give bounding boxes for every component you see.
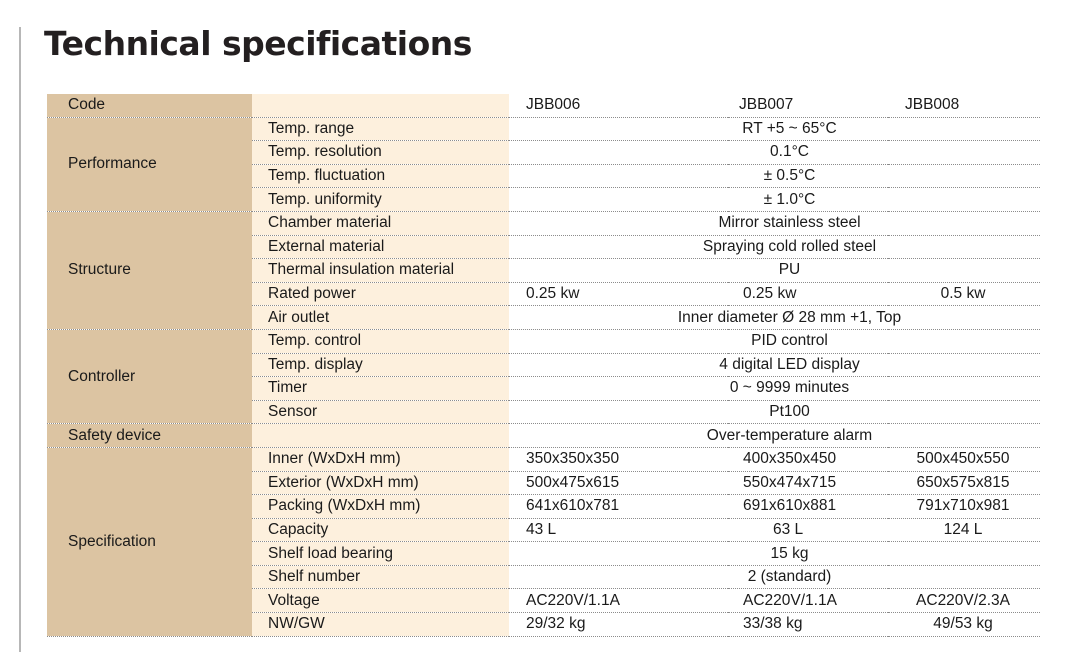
- row-value: 400x350x450: [728, 447, 888, 471]
- row-value: AC220V/1.1A: [509, 589, 728, 613]
- row-value: ± 1.0°C: [509, 188, 1040, 212]
- row-value: AC220V/1.1A: [728, 589, 888, 613]
- model-header: JBB007: [728, 94, 888, 117]
- row-value: 500x475x615: [509, 471, 728, 495]
- row-label-empty: [252, 424, 509, 448]
- row-value: PU: [509, 259, 1040, 283]
- row-label: Temp. control: [252, 329, 509, 353]
- row-label: Temp. uniformity: [252, 188, 509, 212]
- table-row: [47, 117, 1040, 141]
- table-header-row: [47, 94, 1040, 117]
- spec-table: [47, 94, 1040, 637]
- table-row: [47, 447, 1040, 471]
- row-label: Temp. resolution: [252, 141, 509, 165]
- row-value: 15 kg: [509, 542, 1040, 566]
- row-value: 0.25 kw: [728, 282, 888, 306]
- table-row: [47, 211, 1040, 235]
- row-label: Air outlet: [252, 306, 509, 330]
- row-value: 641x610x781: [509, 495, 728, 519]
- row-value: 650x575x815: [888, 471, 1040, 495]
- row-label: Chamber material: [252, 211, 509, 235]
- row-value: 124 L: [888, 518, 1040, 542]
- row-label: Sensor: [252, 400, 509, 424]
- row-value: 0.1°C: [509, 141, 1040, 165]
- group-specification: Specification: [47, 447, 252, 636]
- group-structure: Structure: [47, 211, 252, 329]
- row-value: 691x610x881: [728, 495, 888, 519]
- table-row: [47, 329, 1040, 353]
- row-value: 500x450x550: [888, 447, 1040, 471]
- row-value: RT +5 ~ 65°C: [509, 117, 1040, 141]
- row-label: Inner (WxDxH mm): [252, 447, 509, 471]
- row-value: 63 L: [728, 518, 888, 542]
- group-performance: Performance: [47, 117, 252, 211]
- row-value: 0 ~ 9999 minutes: [509, 377, 1040, 401]
- row-value: 0.5 kw: [888, 282, 1040, 306]
- table-row: [47, 424, 1040, 448]
- row-value: ± 0.5°C: [509, 164, 1040, 188]
- row-label: Temp. display: [252, 353, 509, 377]
- row-value: 350x350x350: [509, 447, 728, 471]
- row-label: Temp. fluctuation: [252, 164, 509, 188]
- row-label: NW/GW: [252, 613, 509, 637]
- model-header: JBB008: [888, 94, 1040, 117]
- group-controller: Controller: [47, 329, 252, 423]
- row-label: Packing (WxDxH mm): [252, 495, 509, 519]
- row-label: Exterior (WxDxH mm): [252, 471, 509, 495]
- row-value: Over-temperature alarm: [509, 424, 1040, 448]
- row-label: Temp. range: [252, 117, 509, 141]
- row-value: 49/53 kg: [888, 613, 1040, 637]
- row-value: 43 L: [509, 518, 728, 542]
- row-value: Mirror stainless steel: [509, 211, 1040, 235]
- code-item-empty: [252, 94, 509, 117]
- row-label: Rated power: [252, 282, 509, 306]
- row-label: Shelf number: [252, 565, 509, 589]
- group-safety-device: Safety device: [47, 424, 252, 448]
- row-label: Voltage: [252, 589, 509, 613]
- row-label: Capacity: [252, 518, 509, 542]
- row-value: 791x710x981: [888, 495, 1040, 519]
- row-value: 0.25 kw: [509, 282, 728, 306]
- row-value: 4 digital LED display: [509, 353, 1040, 377]
- row-value: Spraying cold rolled steel: [509, 235, 1040, 259]
- row-value: Inner diameter Ø 28 mm +1, Top: [509, 306, 1040, 330]
- row-label: Timer: [252, 377, 509, 401]
- row-label: Thermal insulation material: [252, 259, 509, 283]
- row-value: 33/38 kg: [728, 613, 888, 637]
- row-label: External material: [252, 235, 509, 259]
- row-value: Pt100: [509, 400, 1040, 424]
- left-vertical-rule: [19, 27, 21, 652]
- row-value: PID control: [509, 329, 1040, 353]
- row-label: Shelf load bearing: [252, 542, 509, 566]
- model-header: JBB006: [509, 94, 728, 117]
- row-value: AC220V/2.3A: [888, 589, 1040, 613]
- code-label: Code: [47, 94, 252, 117]
- row-value: 550x474x715: [728, 471, 888, 495]
- row-value: 29/32 kg: [509, 613, 728, 637]
- page-title: Technical specifications: [44, 24, 472, 63]
- row-value: 2 (standard): [509, 565, 1040, 589]
